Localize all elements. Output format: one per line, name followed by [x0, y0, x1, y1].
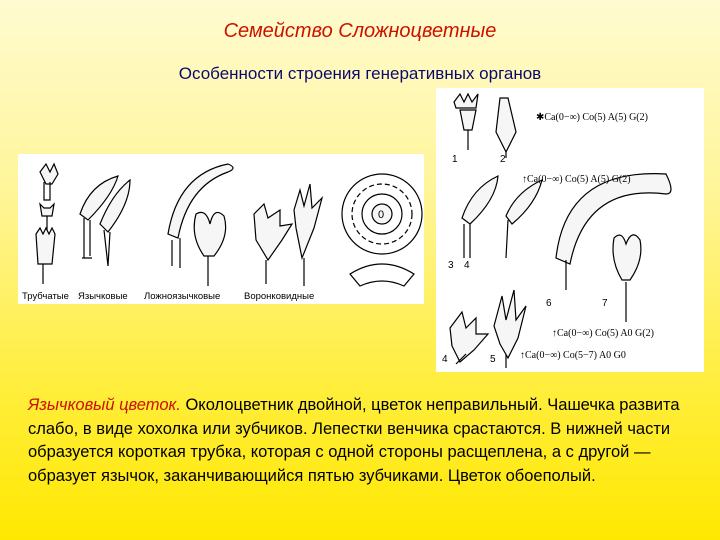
ligulate-flower-drawing — [80, 176, 130, 266]
flower-2-drawing — [496, 98, 516, 158]
flower-3-drawing — [462, 176, 542, 258]
floral-diagram-drawing — [342, 174, 422, 286]
tubular-flower-drawing — [36, 164, 58, 284]
slide-title: Семейство Сложноцветные — [223, 20, 497, 42]
flower-6-drawing — [556, 174, 671, 290]
description-body: Околоцветник двойной, цветок неправильный. Чашечка развита слабо, в виде хохолка или зубчиков. Лепестки венчика срастаются. В нижней части образуется короткая трубка, которая с одной стороны расщеплена, а с другой — образует язычок, заканчивающийся пятью зубчиками. Цветок обоеполый. — [28, 396, 680, 485]
figure-number-5: 5 — [490, 354, 496, 365]
caption-tubular: Трубчатые — [22, 291, 69, 302]
false-ligulate-flower-drawing — [168, 164, 233, 286]
formula-funnel: ↑Ca(0−∞) Co(5−7) A0 G0 — [520, 350, 626, 361]
flower-types-figure — [18, 154, 424, 304]
description-text — [28, 394, 696, 488]
formula-false-ligulate: ↑Ca(0−∞) Co(5) A0 G(2) — [552, 328, 654, 339]
figure-number-4a: 4 — [464, 260, 470, 271]
flower-1-drawing — [454, 94, 478, 150]
figure-number-7: 7 — [602, 298, 608, 309]
description-lead: Язычковый цветок. — [28, 396, 181, 414]
figure-number-2: 2 — [500, 154, 506, 165]
caption-ligulate: Язычковые — [78, 291, 128, 302]
svg-text:0: 0 — [378, 209, 385, 221]
flower-7-drawing — [613, 235, 641, 322]
figure-number-3: 3 — [448, 260, 454, 271]
caption-funnel: Воронковидные — [244, 291, 315, 302]
funnel-flower-drawing — [254, 184, 322, 286]
figure-number-4b: 4 — [442, 354, 448, 365]
formula-tubular: ✱Ca(0−∞) Co(5) A(5) G(2) — [536, 112, 648, 123]
formula-ligulate: ↑Ca(0−∞) Co(5) A(5) G(2) — [522, 174, 631, 185]
figure-number-1: 1 — [452, 154, 458, 165]
slide-subtitle: Особенности строения генеративных органов — [178, 64, 542, 83]
caption-false-ligulate: Ложноязычковые — [144, 291, 221, 302]
figure-number-6: 6 — [546, 298, 552, 309]
flower-4-drawing — [450, 312, 488, 364]
flower-types-illustration — [18, 154, 424, 304]
flower-formulas-figure — [436, 88, 704, 372]
